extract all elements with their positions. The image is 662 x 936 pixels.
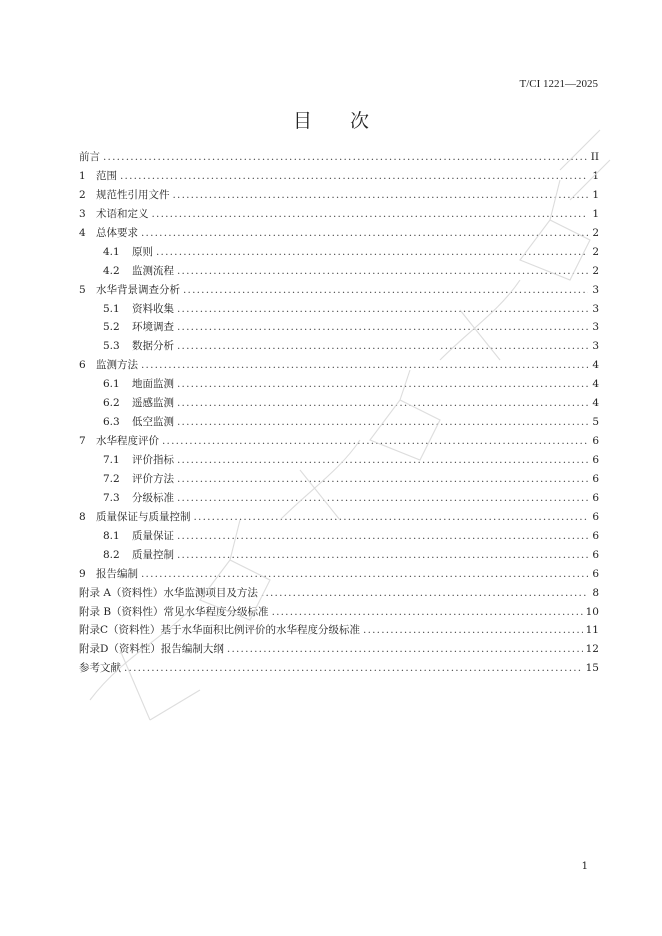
toc-entry-label: 水华程度评价 <box>96 435 159 448</box>
toc-entry-number: 7.3 <box>103 491 120 504</box>
toc-entry-page: 2 <box>592 226 599 239</box>
toc-entry-page: 6 <box>592 454 599 466</box>
toc-leader-dots <box>261 587 588 599</box>
toc-entry-number: 5.2 <box>103 321 120 334</box>
toc-leader-dots <box>177 473 588 485</box>
toc-leader-dots <box>173 189 589 201</box>
toc-entry[interactable] <box>79 263 599 282</box>
toc-title-left: 目 <box>292 110 312 132</box>
toc-entry-page: 6 <box>592 491 599 504</box>
toc-entry-label: 质量控制 <box>132 548 174 561</box>
toc-entry[interactable] <box>79 414 599 433</box>
toc-entry[interactable] <box>79 244 599 263</box>
toc-leader-dots <box>194 511 589 523</box>
toc-entry-label: 水华背景调查分析 <box>96 283 180 296</box>
toc-entry[interactable] <box>79 509 599 528</box>
toc-entry-number: 8.2 <box>103 548 120 561</box>
toc-entry-number: 8.1 <box>103 529 120 542</box>
toc-leader-dots <box>141 568 588 580</box>
toc-entry-page: 6 <box>592 472 599 485</box>
table-of-contents <box>79 149 599 679</box>
toc-entry[interactable] <box>79 319 599 338</box>
toc-entry-label: 环境调查 <box>132 321 174 334</box>
toc-leader-dots <box>177 416 588 428</box>
toc-entry-number: 4 <box>79 226 86 239</box>
toc-title-right: 次 <box>350 110 370 132</box>
toc-entry-page: 3 <box>592 321 599 334</box>
toc-entry-label: 低空监测 <box>132 416 174 429</box>
toc-entry-number: 2 <box>79 188 86 201</box>
toc-leader-dots <box>177 303 588 315</box>
toc-entry[interactable] <box>79 187 599 206</box>
toc-entry[interactable] <box>79 168 599 187</box>
toc-entry-number: 6.3 <box>103 416 120 429</box>
toc-entry[interactable] <box>79 566 599 585</box>
toc-entry-page: 2 <box>592 264 599 277</box>
toc-leader-dots <box>141 227 588 239</box>
toc-entry-number: 6.1 <box>103 378 120 391</box>
toc-entry-label: 报告编制 <box>96 567 138 580</box>
toc-entry-label: 数据分析 <box>132 340 174 353</box>
toc-entry-label: 资料收集 <box>132 302 174 315</box>
toc-leader-dots <box>183 284 588 296</box>
toc-entry-number: 4.2 <box>103 264 120 277</box>
toc-entry[interactable] <box>79 452 599 471</box>
toc-entry-page: 2 <box>592 245 599 258</box>
toc-entry-number: 5.1 <box>103 302 120 315</box>
toc-entry-number: 6.2 <box>103 397 120 410</box>
toc-entry-page: 3 <box>592 340 599 353</box>
toc-entry[interactable] <box>79 376 599 395</box>
toc-entry-number: 7.1 <box>103 454 120 466</box>
toc-entry-label: 评价指标 <box>132 454 174 466</box>
toc-entry-label: 评价方法 <box>132 472 174 485</box>
toc-entry[interactable] <box>79 490 599 509</box>
toc-entry[interactable] <box>79 528 599 547</box>
toc-entry-page: 12 <box>585 643 599 656</box>
toc-entry-label: 术语和定义 <box>96 207 149 220</box>
toc-leader-dots <box>177 397 588 409</box>
toc-entry[interactable] <box>79 641 599 660</box>
toc-leader-dots <box>177 378 588 390</box>
toc-entry[interactable] <box>79 622 599 641</box>
toc-entry[interactable] <box>79 149 599 168</box>
toc-leader-dots <box>162 435 588 447</box>
toc-entry[interactable] <box>79 471 599 490</box>
toc-entry-page: II <box>590 151 599 163</box>
toc-entry-label: 地面监测 <box>132 378 174 391</box>
toc-entry-label: 监测方法 <box>96 359 138 372</box>
toc-entry-label: 附录 B（资料性）常见水华程度分级标准 <box>79 605 269 618</box>
toc-entry[interactable] <box>79 395 599 414</box>
toc-leader-dots <box>177 454 588 466</box>
toc-entry-label: 遥感监测 <box>132 397 174 410</box>
toc-entry-number: 4.1 <box>103 245 120 258</box>
toc-entry-label: 规范性引用文件 <box>96 188 170 201</box>
toc-entry-page: 4 <box>592 359 599 372</box>
toc-entry-page: 4 <box>592 397 599 410</box>
toc-entry-page: 6 <box>592 567 599 580</box>
toc-entry-number: 7.2 <box>103 472 120 485</box>
toc-entry[interactable] <box>79 206 599 225</box>
document-code: T/CI 1221—2025 <box>519 78 598 90</box>
toc-entry[interactable] <box>79 547 599 566</box>
toc-entry-page: 6 <box>592 548 599 561</box>
toc-leader-dots <box>177 549 588 561</box>
page-number: 1 <box>581 861 588 872</box>
toc-entry[interactable] <box>79 433 599 452</box>
toc-entry-page: 1 <box>592 169 599 182</box>
toc-entry-label: 参考文献 <box>79 662 121 675</box>
toc-leader-dots <box>177 340 588 352</box>
toc-entry[interactable] <box>79 338 599 357</box>
toc-entry-page: 4 <box>592 378 599 391</box>
toc-entry-page: 11 <box>585 624 599 637</box>
toc-entry-page: 1 <box>592 188 599 201</box>
toc-entry-label: 质量保证与质量控制 <box>96 510 191 523</box>
toc-leader-dots <box>272 606 583 618</box>
toc-entry-page: 8 <box>592 586 599 599</box>
toc-entry[interactable] <box>79 604 599 623</box>
toc-leader-dots <box>177 530 588 542</box>
toc-entry-label: 监测流程 <box>132 264 174 277</box>
toc-entry-page: 15 <box>585 662 599 675</box>
toc-entry-label: 范围 <box>96 169 117 182</box>
toc-entry-label: 分级标准 <box>132 491 174 504</box>
toc-entry-page: 1 <box>592 207 599 220</box>
toc-entry-label: 原则 <box>132 245 153 258</box>
toc-entry-label: 质量保证 <box>132 529 174 542</box>
toc-entry-number: 7 <box>79 435 86 448</box>
toc-entry-page: 10 <box>585 605 599 618</box>
toc-entry-page: 3 <box>592 283 599 296</box>
toc-entry-page: 5 <box>592 416 599 429</box>
toc-entry-number: 1 <box>79 169 86 182</box>
toc-entry-page: 6 <box>592 435 599 448</box>
toc-entry-label: 附录 A（资料性）水华监测项目及方法 <box>79 586 258 599</box>
toc-entry-page: 6 <box>592 529 599 542</box>
toc-entry[interactable] <box>79 225 599 244</box>
toc-entry[interactable] <box>79 282 599 301</box>
toc-entry-label: 附录D（资料性）报告编制大纲 <box>79 643 224 656</box>
toc-entry-number: 6 <box>79 359 86 372</box>
toc-entry[interactable] <box>79 660 599 679</box>
toc-leader-dots <box>227 643 583 655</box>
toc-entry-page: 3 <box>592 302 599 315</box>
toc-leader-dots <box>363 624 583 636</box>
toc-leader-dots <box>103 151 588 163</box>
toc-leader-dots <box>141 359 588 371</box>
toc-entry-label: 总体要求 <box>96 226 138 239</box>
toc-leader-dots <box>124 662 583 674</box>
toc-entry-number: 3 <box>79 207 86 220</box>
toc-entry[interactable] <box>79 301 599 320</box>
toc-entry-number: 8 <box>79 510 86 523</box>
toc-entry-label: 附录C（资料性）基于水华面积比例评价的水华程度分级标准 <box>79 624 361 637</box>
toc-title <box>0 106 662 133</box>
toc-leader-dots <box>177 321 588 333</box>
toc-leader-dots <box>152 208 589 220</box>
toc-entry[interactable] <box>79 357 599 376</box>
toc-entry-number: 5.3 <box>103 340 120 353</box>
toc-entry-label: 前言 <box>79 151 100 163</box>
toc-leader-dots <box>177 265 588 277</box>
toc-entry-page: 6 <box>592 510 599 523</box>
toc-entry-number: 9 <box>79 567 86 580</box>
toc-entry[interactable] <box>79 585 599 604</box>
toc-leader-dots <box>156 246 588 258</box>
toc-leader-dots <box>120 170 588 182</box>
toc-leader-dots <box>177 492 588 504</box>
toc-entry-number: 5 <box>79 283 86 296</box>
